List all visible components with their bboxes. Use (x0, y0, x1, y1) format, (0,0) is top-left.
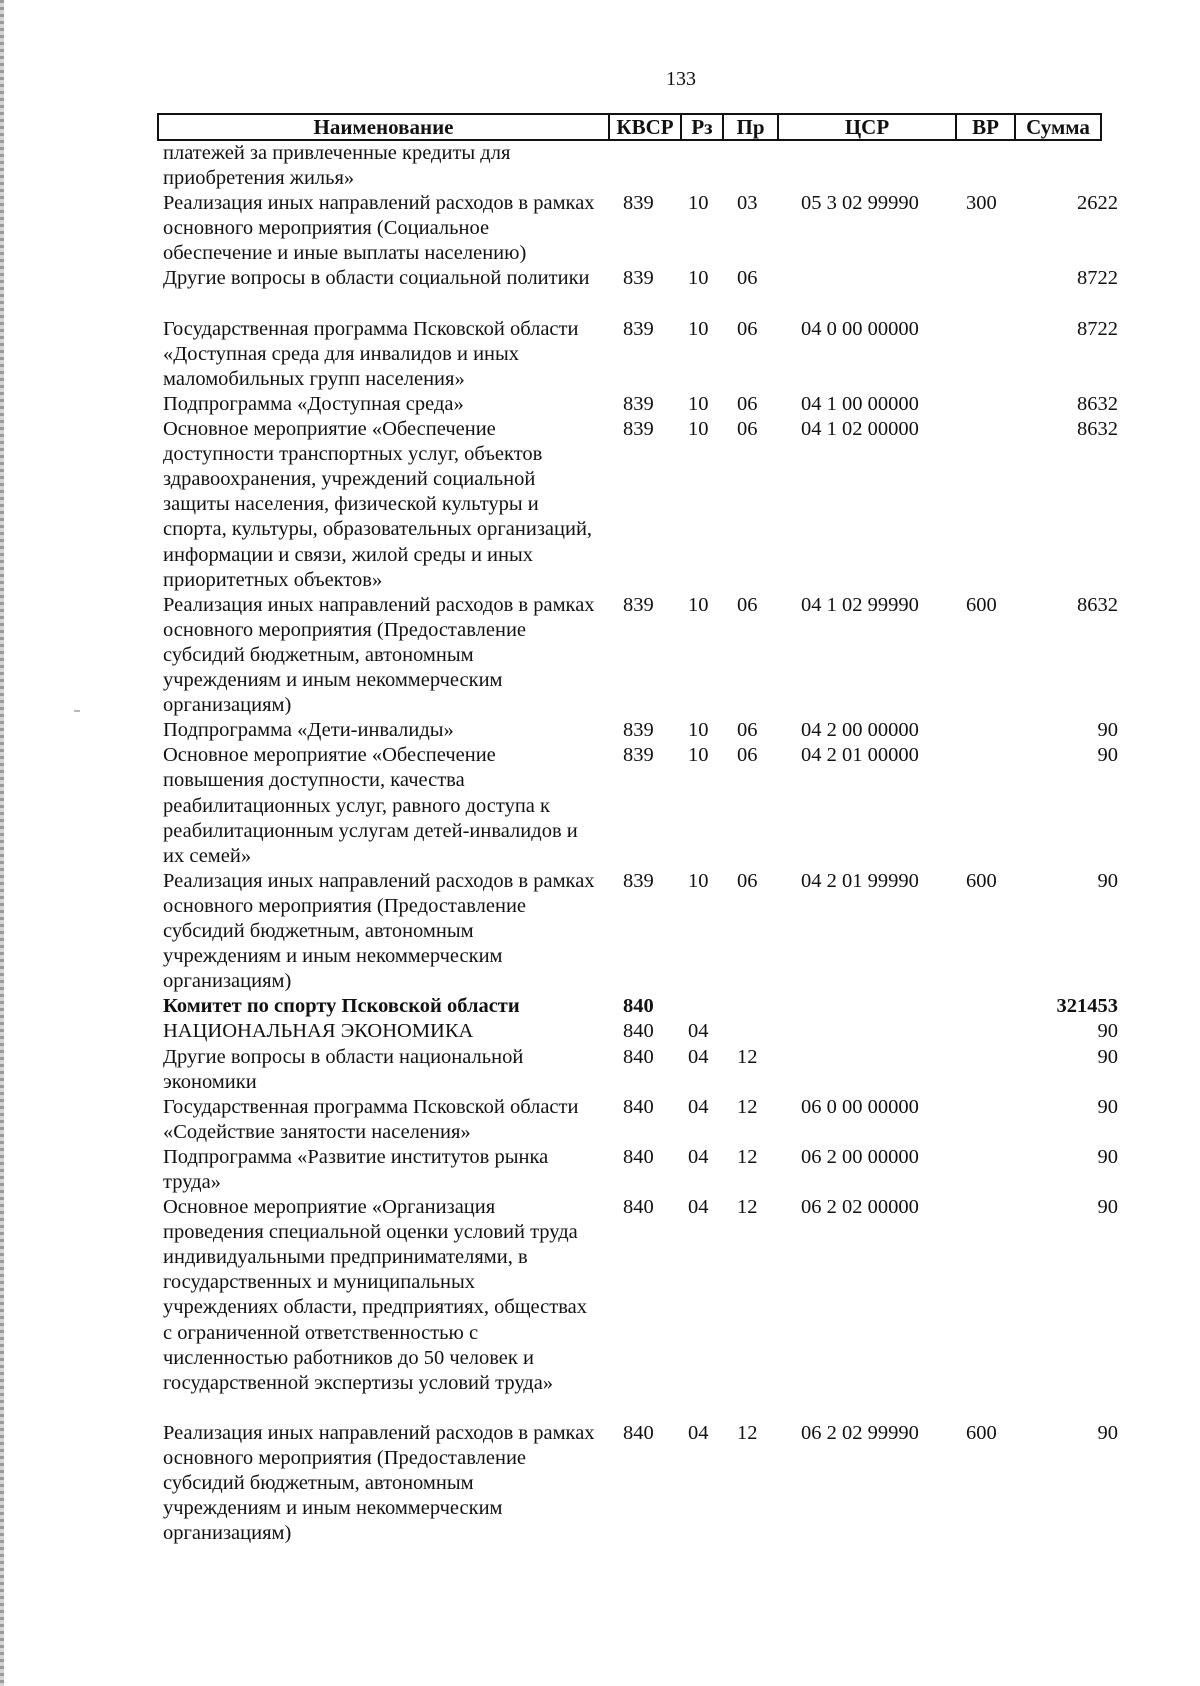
table-row (0, 1145, 1200, 1195)
row-rz: 10 (688, 392, 709, 415)
row-kvsr: 839 (623, 719, 654, 742)
table-row (0, 417, 1200, 593)
row-name: Основное мероприятие «Обеспечение доступности транспортных услуг, объектов здравоохранения, учреждений социальной защиты населения, физической культуры и спорта, культуры, образовательных организаций, информации и связи, жилой среды и иных приоритетных объектов» (163, 418, 593, 591)
row-pr: 06 (737, 267, 758, 290)
table-row (0, 718, 1200, 743)
row-name: Реализация иных направлений расходов в рамках основного мероприятия (Социальное обеспечение и иные выплаты населению) (163, 192, 595, 265)
row-pr: 03 (737, 192, 758, 215)
row-rz: 10 (688, 744, 709, 767)
header-rz: Рз (680, 115, 722, 139)
row-sum: 8632 (1077, 392, 1118, 415)
row-kvsr: 839 (623, 192, 654, 215)
row-pr: 12 (737, 1045, 758, 1068)
row-name: Другие вопросы в области социальной политики (163, 267, 590, 290)
table-row (0, 1019, 1200, 1044)
row-rz: 10 (688, 593, 709, 616)
row-name: НАЦИОНАЛЬНАЯ ЭКОНОМИКА (163, 1020, 474, 1043)
row-rz: 04 (688, 1145, 709, 1168)
row-csr: 04 2 01 99990 (801, 869, 919, 892)
row-sum: 8722 (1077, 267, 1118, 290)
row-kvsr: 840 (623, 1095, 654, 1118)
row-rz: 10 (688, 869, 709, 892)
row-name: Другие вопросы в области национальной экономики (163, 1045, 524, 1093)
row-name: Реализация иных направлений расходов в рамках основного мероприятия (Предоставление субсидий бюджетным, автономным учреждениям и иным некоммерческим организациям) (163, 1421, 595, 1545)
row-csr: 05 3 02 99990 (801, 192, 919, 215)
row-sum: 90 (1097, 1045, 1118, 1068)
row-name: Подпрограмма «Доступная среда» (163, 392, 464, 415)
table-body (0, 141, 1200, 1546)
row-csr: 06 0 00 00000 (801, 1095, 919, 1118)
row-kvsr: 840 (623, 1020, 654, 1043)
row-kvsr: 839 (623, 317, 654, 340)
row-sum: 90 (1097, 869, 1118, 892)
row-name: Основное мероприятие «Обеспечение повышения доступности, качества реабилитационных услуг, равного доступа к реабилитационным услугам детей-инвалидов и их семей» (163, 744, 578, 867)
row-name: Основное мероприятие «Организация проведения специальной оценки условий труда индивидуальными предпринимателями, в государственных и муниципальных учреждениях области, предприятиях, обществах с ограниченной ответственностью с численностью работников до 50 человек и государственной экспертизы условий труда» (163, 1196, 587, 1394)
row-sum: 90 (1097, 1020, 1118, 1043)
table-row (0, 266, 1200, 316)
row-kvsr: 839 (623, 267, 654, 290)
row-rz: 10 (688, 719, 709, 742)
row-rz: 04 (688, 1095, 709, 1118)
row-name: Государственная программа Псковской области «Содействие занятости населения» (163, 1095, 579, 1143)
table-row (0, 1421, 1200, 1547)
table-row (0, 869, 1200, 995)
table-row (0, 1045, 1200, 1095)
row-rz: 04 (688, 1045, 709, 1068)
table-header (157, 113, 1102, 141)
row-csr: 04 2 01 00000 (801, 744, 919, 767)
row-rz: 10 (688, 418, 709, 441)
row-kvsr: 839 (623, 392, 654, 415)
table-row (0, 141, 1200, 191)
row-pr: 06 (737, 593, 758, 616)
row-rz: 04 (688, 1020, 709, 1043)
row-name: платежей за привлеченные кредиты для приобретения жилья» (163, 142, 511, 190)
row-name: Реализация иных направлений расходов в рамках основного мероприятия (Предоставление субсидий бюджетным, автономным учреждениям и иным некоммерческим организациям) (163, 593, 595, 717)
row-rz: 10 (688, 192, 709, 215)
row-pr: 06 (737, 869, 758, 892)
header-name: Наименование (157, 115, 608, 139)
row-vr: 600 (966, 869, 997, 892)
table-row (0, 392, 1200, 417)
row-sum: 8632 (1077, 593, 1118, 616)
row-csr: 04 2 00 00000 (801, 719, 919, 742)
row-vr: 600 (966, 1421, 997, 1444)
table-row (0, 593, 1200, 719)
row-rz: 10 (688, 317, 709, 340)
row-sum: 90 (1097, 1196, 1118, 1219)
table-row (0, 317, 1200, 392)
row-pr: 12 (737, 1196, 758, 1219)
row-pr: 12 (737, 1095, 758, 1118)
table-row (0, 994, 1200, 1019)
header-pr: Пр (722, 115, 777, 139)
row-sum: 8722 (1077, 317, 1118, 340)
row-sum: 90 (1097, 744, 1118, 767)
row-sum: 90 (1097, 1145, 1118, 1168)
row-sum: 321453 (1056, 995, 1118, 1018)
header-sum: Сумма (1014, 115, 1102, 139)
row-name: Реализация иных направлений расходов в рамках основного мероприятия (Предоставление субсидий бюджетным, автономным учреждениям и иным некоммерческим организациям) (163, 869, 595, 993)
row-name: Подпрограмма «Развитие институтов рынка труда» (163, 1145, 549, 1193)
row-csr: 04 1 00 00000 (801, 392, 919, 415)
row-kvsr: 840 (623, 1421, 654, 1444)
table-row (0, 1095, 1200, 1145)
table-row (0, 191, 1200, 266)
row-csr: 06 2 02 00000 (801, 1196, 919, 1219)
row-kvsr: 839 (623, 744, 654, 767)
row-pr: 06 (737, 392, 758, 415)
page-number: 133 (666, 68, 696, 90)
row-name: Государственная программа Псковской области «Доступная среда для инвалидов и иных маломобильных групп населения» (163, 317, 579, 390)
row-rz: 04 (688, 1421, 709, 1444)
row-csr: 06 2 02 99990 (801, 1421, 919, 1444)
row-kvsr: 840 (623, 1045, 654, 1068)
row-kvsr: 839 (623, 593, 654, 616)
row-pr: 06 (737, 418, 758, 441)
header-csr: ЦСР (777, 115, 955, 139)
row-kvsr: 839 (623, 869, 654, 892)
header-vr: ВР (955, 115, 1014, 139)
row-sum: 90 (1097, 1421, 1118, 1444)
row-vr: 600 (966, 593, 997, 616)
row-sum: 2622 (1077, 192, 1118, 215)
row-kvsr: 840 (623, 1196, 654, 1219)
header-kvsr: КВСР (608, 115, 680, 139)
row-pr: 06 (737, 744, 758, 767)
row-pr: 12 (737, 1145, 758, 1168)
row-pr: 06 (737, 719, 758, 742)
row-rz: 04 (688, 1196, 709, 1219)
row-vr: 300 (966, 192, 997, 215)
row-name: Подпрограмма «Дети-инвалиды» (163, 719, 454, 742)
row-kvsr: 839 (623, 418, 654, 441)
table-row (0, 1195, 1200, 1421)
row-sum: 8632 (1077, 418, 1118, 441)
row-csr: 04 1 02 99990 (801, 593, 919, 616)
row-rz: 10 (688, 267, 709, 290)
row-kvsr: 840 (623, 995, 654, 1018)
row-csr: 04 1 02 00000 (801, 418, 919, 441)
table-row (0, 743, 1200, 869)
row-name: Комитет по спорту Псковской области (163, 995, 520, 1018)
row-pr: 06 (737, 317, 758, 340)
row-sum: 90 (1097, 719, 1118, 742)
row-csr: 04 0 00 00000 (801, 317, 919, 340)
row-sum: 90 (1097, 1095, 1118, 1118)
row-pr: 12 (737, 1421, 758, 1444)
row-kvsr: 840 (623, 1145, 654, 1168)
row-csr: 06 2 00 00000 (801, 1145, 919, 1168)
